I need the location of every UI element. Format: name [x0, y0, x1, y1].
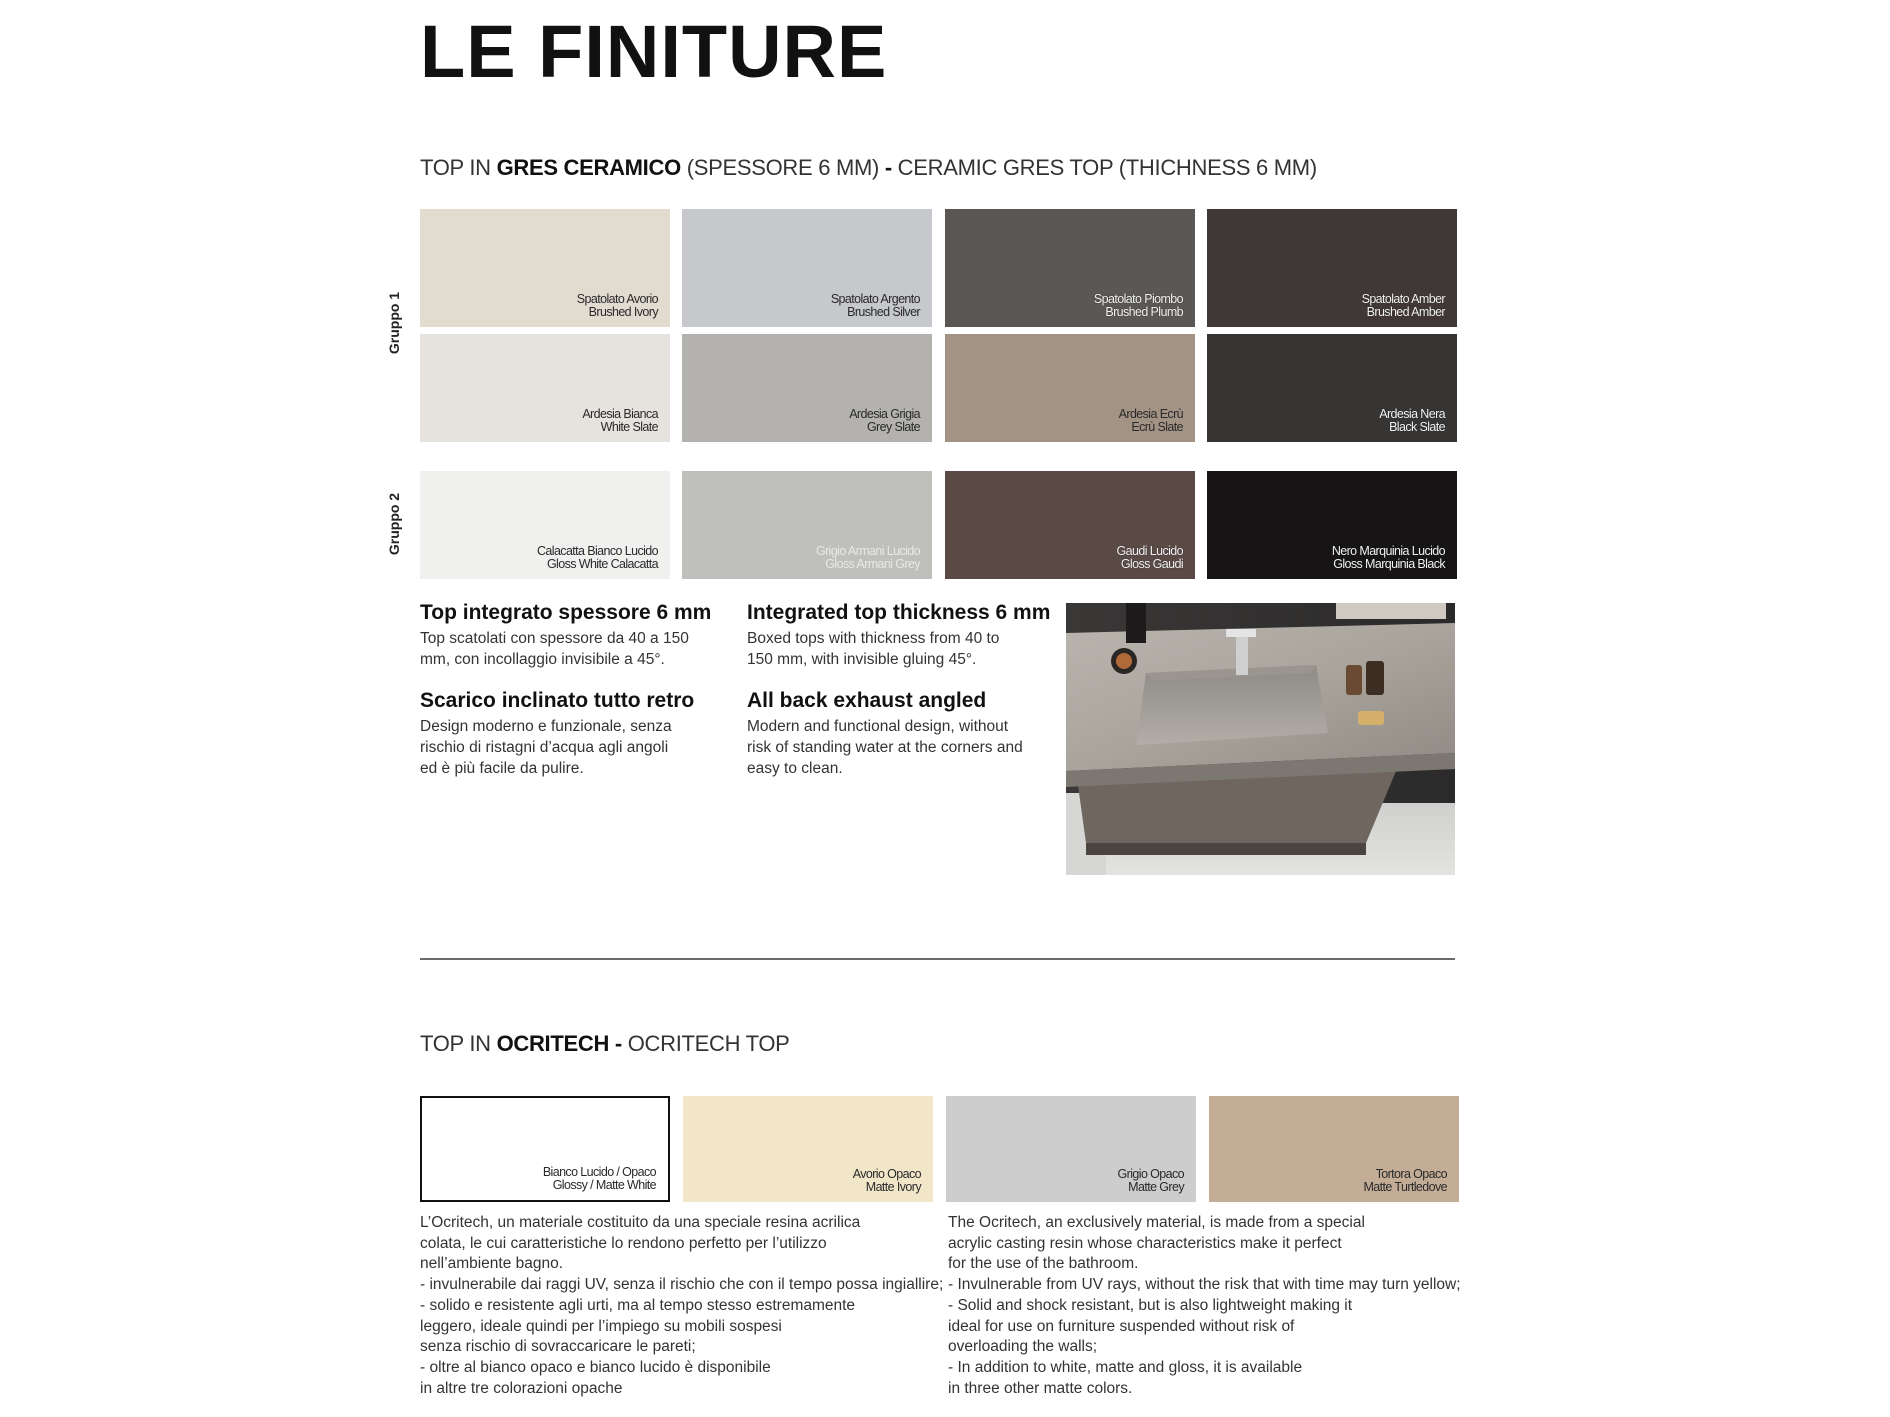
swatch-caption [582, 408, 658, 434]
swatch-name-en: Black Slate [1389, 420, 1445, 434]
feature-heading: Integrated top thickness 6 mm [747, 601, 1051, 624]
swatch-name-it: Nero Marquinia Lucido [1331, 544, 1445, 558]
group1-label: Gruppo 1 [386, 291, 402, 355]
swatch-caption [853, 1168, 921, 1194]
swatch-tile [946, 1096, 1196, 1202]
description-line: in altre tre colorazioni opache [420, 1379, 623, 1397]
swatch-name-en: Ecrù Slate [1131, 420, 1183, 434]
swatch-tile [420, 471, 670, 579]
swatch-name-en: Gloss Marquinia Black [1333, 557, 1445, 571]
swatch-tile [682, 334, 932, 442]
swatch-name-en: Brushed Ivory [588, 305, 658, 319]
description-line: - Solid and shock resistant, but is also lightweight making it [948, 1296, 1353, 1314]
swatch-name-en: Glossy / Matte White [552, 1178, 656, 1192]
swatch-name-en: White Slate [600, 420, 658, 434]
description-line: - Invulnerable from UV rays, without the risk that with time may turn yellow; [948, 1276, 1461, 1294]
swatch-tile [945, 209, 1195, 327]
description-line: - solido e resistente agli urti, ma al tempo stesso estremamente [420, 1296, 856, 1314]
bathroom-sink-photo [1066, 603, 1455, 875]
swatch-caption [577, 293, 658, 319]
swatch-name-it: Bianco Lucido / Opaco [542, 1165, 656, 1179]
swatch-name-it: Spatolato Amber [1361, 292, 1445, 306]
section-title-dash: - [609, 1031, 622, 1056]
swatch-caption [1094, 293, 1183, 319]
feature-text: Top scatolati con spessore da 40 a 150 [420, 630, 689, 647]
feature-en-1 [747, 600, 1062, 670]
swatch-name-en: Gloss Gaudi [1120, 557, 1183, 571]
feature-it-2 [420, 688, 730, 779]
swatch-name-it: Grigio Armani Lucido [815, 544, 920, 558]
feature-text: easy to clean. [747, 760, 843, 777]
section-title-prefix: TOP IN [420, 1031, 497, 1056]
group2-label: Gruppo 2 [386, 492, 402, 556]
description-line: colata, le cui caratteristiche lo rendono perfetto per l’utilizzo [420, 1234, 827, 1252]
swatch-tile [1207, 471, 1457, 579]
gres-section-title [420, 155, 1317, 181]
swatch-name-en: Gloss Armani Grey [825, 557, 920, 571]
swatch-caption [1362, 293, 1445, 319]
swatch-tile [1207, 209, 1457, 327]
description-line: acrylic casting resin whose characteristics make it perfect [948, 1234, 1342, 1252]
swatch-caption [849, 408, 920, 434]
swatch-name-en: Brushed Silver [847, 305, 920, 319]
feature-text: risk of standing water at the corners and [747, 739, 1023, 756]
swatch-name-en: Matte Turtledove [1363, 1180, 1447, 1194]
swatch-name-en: Matte Grey [1128, 1180, 1184, 1194]
feature-heading: Top integrato spessore 6 mm [420, 601, 712, 624]
ocritech-section-title [420, 1031, 790, 1057]
description-line: leggero, ideale quindi per l’impiego su mobili sospesi [420, 1317, 782, 1335]
feature-it-1 [420, 600, 730, 670]
swatch-tile [682, 209, 932, 327]
swatch-name-it: Spatolato Argento [830, 292, 920, 306]
feature-heading: Scarico inclinato tutto retro [420, 689, 695, 712]
swatch-name-it: Spatolato Avorio [576, 292, 658, 306]
swatch-name-it: Ardesia Nera [1379, 407, 1445, 421]
swatch-caption [816, 545, 920, 571]
section-title-bold: GRES CERAMICO [496, 155, 681, 180]
feature-text: rischio di ristagni d’acqua agli angoli [420, 739, 669, 756]
swatch-tile [945, 471, 1195, 579]
swatch-caption [537, 545, 658, 571]
swatch-name-en: Brushed Amber [1366, 305, 1445, 319]
swatch-name-en: Matte Ivory [865, 1180, 921, 1194]
swatch-caption [1119, 408, 1183, 434]
description-line: overloading the walls; [948, 1338, 1098, 1356]
swatch-name-it: Calacatta Bianco Lucido [536, 544, 658, 558]
swatch-name-it: Ardesia Grigia [849, 407, 920, 421]
description-line: - invulnerabile dai raggi UV, senza il rischio che con il tempo possa ingiallire; [420, 1276, 944, 1294]
swatch-name-en: Gloss White Calacatta [546, 557, 658, 571]
feature-heading: All back exhaust angled [747, 689, 987, 712]
feature-text: Modern and functional design, without [747, 718, 1009, 735]
swatch-tile [683, 1096, 933, 1202]
swatch-caption [543, 1166, 656, 1192]
section-title-bold: OCRITECH [496, 1031, 610, 1056]
swatch-caption [1379, 408, 1445, 434]
description-line: for the use of the bathroom. [948, 1255, 1139, 1273]
description-line: ideal for use on furniture suspended without risk of [948, 1317, 1295, 1335]
swatch-tile [420, 1096, 670, 1202]
feature-en-2 [747, 688, 1062, 779]
description-line: senza rischio di sovraccaricare le pareti; [420, 1338, 696, 1356]
section-title-english: CERAMIC GRES TOP (THICHNESS 6 MM) [891, 155, 1317, 180]
swatch-caption [1363, 1168, 1447, 1194]
swatch-caption [1118, 1168, 1184, 1194]
feature-text: Design moderno e funzionale, senza [420, 718, 672, 735]
swatch-caption [1117, 545, 1183, 571]
swatch-name-it: Ardesia Ecrù [1118, 407, 1183, 421]
swatch-tile [1207, 334, 1457, 442]
feature-text: ed è più facile da pulire. [420, 760, 584, 777]
description-line: nell’ambiente bagno. [420, 1255, 564, 1273]
section-divider [420, 958, 1455, 960]
description-line: in three other matte colors. [948, 1379, 1133, 1397]
section-title-english: OCRITECH TOP [621, 1031, 790, 1056]
description-line: L’Ocritech, un materiale costituito da una speciale resina acrilica [420, 1214, 861, 1231]
swatch-caption [831, 293, 920, 319]
section-title-prefix: TOP IN [420, 155, 497, 180]
swatch-name-en: Grey Slate [866, 420, 920, 434]
ocritech-description-en [948, 1213, 1461, 1399]
ocritech-description-it [420, 1213, 944, 1399]
swatch-tile [682, 471, 932, 579]
swatch-name-it: Spatolato Piombo [1093, 292, 1183, 306]
swatch-tile [420, 209, 670, 327]
swatch-name-it: Tortora Opaco [1375, 1167, 1447, 1181]
swatch-tile [1209, 1096, 1459, 1202]
swatch-name-it: Avorio Opaco [852, 1167, 921, 1181]
description-line: - oltre al bianco opaco e bianco lucido è disponibile [420, 1358, 771, 1376]
feature-text: mm, con incollaggio invisibile a 45°. [420, 651, 665, 668]
swatch-name-it: Grigio Opaco [1117, 1167, 1184, 1181]
page-title: LE FINITURE [420, 10, 888, 93]
swatch-caption [1332, 545, 1445, 571]
swatch-tile [945, 334, 1195, 442]
section-title-thickness: (SPESSORE 6 MM) [680, 155, 885, 180]
swatch-name-it: Gaudi Lucido [1116, 544, 1183, 558]
section-title-dash: - [884, 155, 892, 180]
swatch-tile [420, 334, 670, 442]
swatch-name-it: Ardesia Bianca [582, 407, 658, 421]
feature-text: Boxed tops with thickness from 40 to [747, 630, 1000, 647]
description-line: - In addition to white, matte and gloss, it is available [948, 1358, 1303, 1376]
description-line: The Ocritech, an exclusively material, is made from a special [948, 1214, 1365, 1231]
swatch-name-en: Brushed Plumb [1105, 305, 1183, 319]
feature-text: 150 mm, with invisible gluing 45°. [747, 651, 977, 668]
